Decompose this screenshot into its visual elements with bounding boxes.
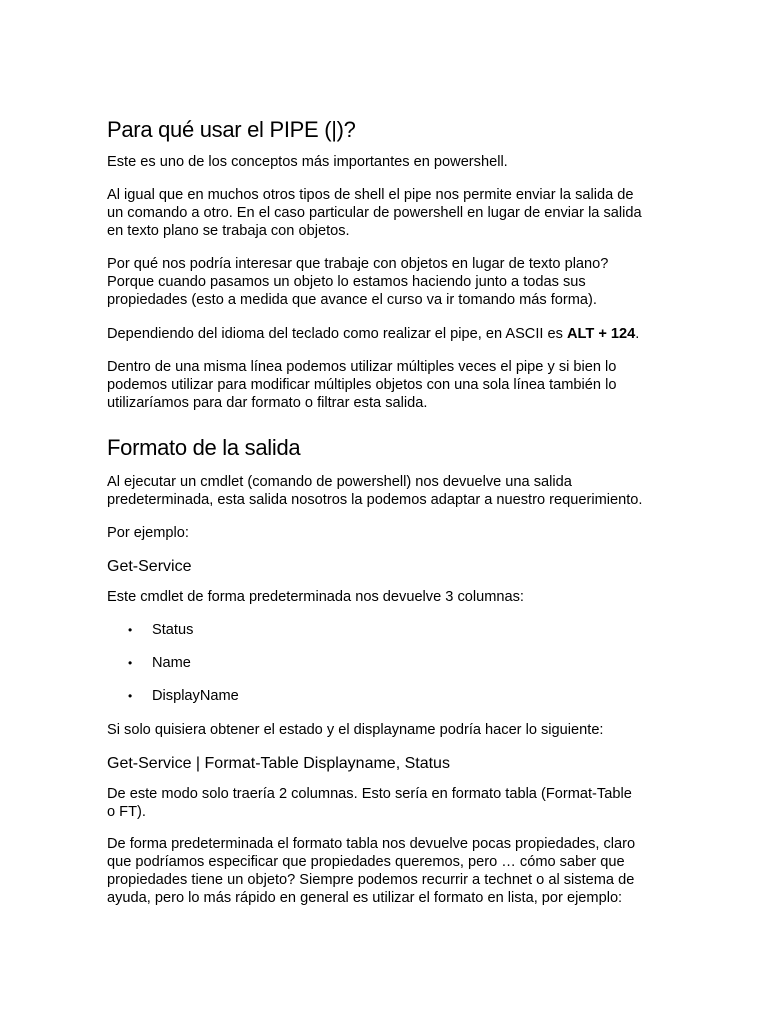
bullet-icon: • [128, 623, 133, 637]
paragraph-example: Por ejemplo: [107, 525, 189, 541]
paragraph-line: ayuda, pero lo más rápido en general es utilizar el formato en lista, por ejemplo: [107, 890, 623, 906]
paragraph-objects [107, 255, 667, 309]
list-item-label: Status [152, 622, 194, 638]
paragraph-line: Dentro de una misma línea podemos utilizar múltiples veces el pipe y si bien lo [107, 359, 617, 375]
paragraph-line: Por qué nos podría interesar que trabaje con objetos en lugar de texto plano? [107, 256, 609, 272]
bullet-icon: • [128, 689, 133, 703]
paragraph-line: De este modo solo traería 2 columnas. Esto sería en formato tabla (Format-Table [107, 786, 632, 802]
paragraph-line: Al igual que en muchos otros tipos de shell el pipe nos permite enviar la salida de [107, 187, 634, 203]
ascii-text: Dependiendo del idioma del teclado como realizar el pipe, en ASCII es [107, 326, 567, 342]
code-format-table: Get-Service | Format-Table Displayname, Status [107, 755, 450, 772]
paragraph-columns: Este cmdlet de forma predeterminada nos devuelve 3 columnas: [107, 589, 524, 605]
section-heading-formato: Formato de la salida [107, 435, 301, 460]
paragraph-list-format [107, 835, 667, 907]
paragraph-line: Porque cuando pasamos un objeto lo estamos haciendo junto a todas sus [107, 274, 586, 290]
paragraph-line: Al ejecutar un cmdlet (comando de powershell) nos devuelve una salida [107, 474, 572, 490]
code-get-service: Get-Service [107, 558, 192, 575]
paragraph-ascii [107, 325, 667, 343]
paragraph-line: propiedades tiene un objeto? Siempre podemos recurrir a technet o al sistema de [107, 872, 635, 888]
ascii-period: . [635, 326, 640, 342]
paragraph-line: utilizaríamos para dar formato o filtrar esta salida. [107, 395, 428, 411]
paragraph-multiple-pipes [107, 358, 667, 412]
list-item-label: DisplayName [152, 688, 239, 704]
paragraph-displayname: Si solo quisiera obtener el estado y el displayname podría hacer lo siguiente: [107, 722, 604, 738]
paragraph-cmdlet-output [107, 473, 667, 509]
section-heading-pipe: Para qué usar el PIPE (|)? [107, 117, 356, 142]
paragraph-line: podemos utilizar para modificar múltiples objetos con una sola línea también lo [107, 377, 617, 393]
list-item-label: Name [152, 655, 191, 671]
paragraph-line: que podríamos especificar que propiedades queremos, pero … cómo saber que [107, 854, 625, 870]
bullet-icon: • [128, 656, 133, 670]
paragraph-shell-pipe [107, 186, 667, 240]
paragraph-line: un comando a otro. En el caso particular de powershell en lugar de enviar la salida [107, 205, 642, 221]
paragraph-line: predeterminada, esta salida nosotros la podemos adaptar a nuestro requerimiento. [107, 492, 643, 508]
paragraph-line: o FT). [107, 804, 146, 820]
paragraph-line: propiedades (esto a medida que avance el curso va ir tomando más forma). [107, 292, 597, 308]
paragraph-two-columns [107, 785, 667, 821]
ascii-code: ALT + 124 [566, 326, 636, 342]
paragraph-line: De forma predeterminada el formato tabla nos devuelve pocas propiedades, claro [107, 836, 636, 852]
paragraph-line: en texto plano se trabaja con objetos. [107, 223, 350, 239]
paragraph-intro: Este es uno de los conceptos más importantes en powershell. [107, 154, 508, 170]
